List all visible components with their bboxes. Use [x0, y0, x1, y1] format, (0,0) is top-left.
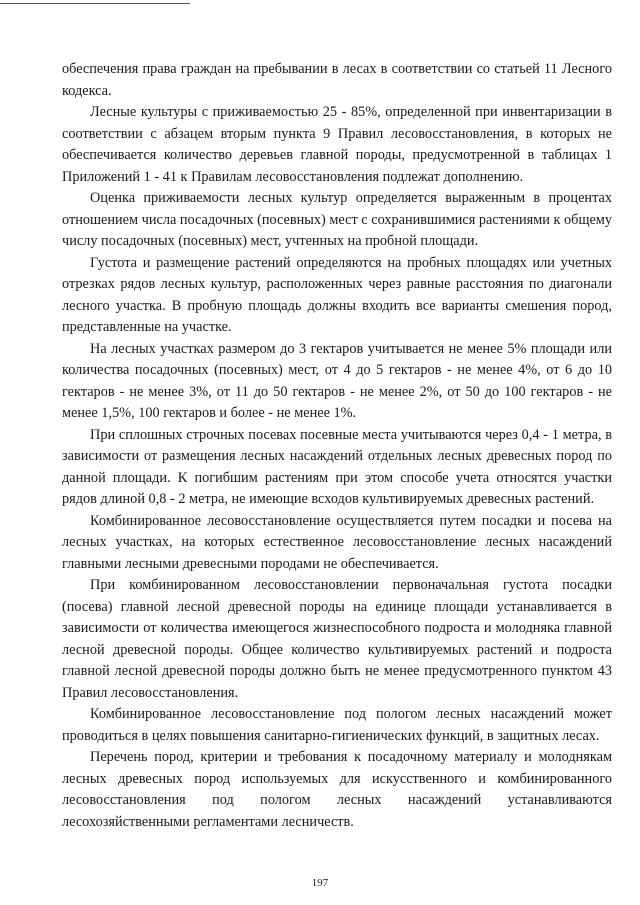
document-body [62, 59, 612, 833]
paragraph-2: Лесные культуры с приживаемостью 25 - 85%, определенной при инвентаризации в соответствии с абзацем вторым пункта 9 Правил лесовосстановления, в которых не обеспечивается количество деревьев главной породы, предусмотренной в таблицах 1 Приложений 1 - 41 к Правилам лесовосстановления подлежат дополнению. [62, 104, 612, 185]
paragraph-4: Густота и размещение растений определяются на пробных площадях или учетных отрезках рядов лесных культур, расположенных через равные расстояния по диагонали лесного участка. В пробную площадь должны входить все варианты смешения пород, представленные на участке. [62, 254, 612, 335]
paragraph-8: При комбинированном лесовосстановлении первоначальная густота посадки (посева) главной лесной древесной породы на единице площади устанавливается в зависимости от количества имеющегося жизнеспособного подроста и молодняка главной лесной древесной породы. Общее количество культивируемых растений и подроста главной лесной древесной породы должно быть не менее предусмотренного пунктом 43 Правил лесовосстановления. [62, 577, 612, 701]
paragraph-6: При сплошных строчных посевах посевные места учитываются через 0,4 - 1 метра, в зависимости от размещения лесных насаждений отдельных лесных древесных пород по данной площади. К погибшим растениям при этом способе учета относятся участки рядов длиной 0,8 - 2 метра, не имеющие всходов культивируемых древесных растений. [62, 426, 612, 507]
paragraph-7: Комбинированное лесовосстановление осуществляется путем посадки и посева на лесных участках, на которых естественное лесовосстановление лесных насаждений главными лесными древесными породами не обеспечивается. [62, 512, 612, 572]
page-number: 197 [311, 877, 329, 889]
header-rule [0, 3, 190, 4]
paragraph-3: Оценка приживаемости лесных культур определяется выраженным в процентах отношением числа посадочных (посевных) мест с сохранившимися растениями к общему числу посадочных (посевных) мест, учтенных на пробной площади. [62, 190, 612, 249]
paragraph-9: Комбинированное лесовосстановление под пологом лесных насаждений может проводиться в целях повышения санитарно-гигиенических функций, в защитных лесах. [62, 706, 612, 744]
paragraph-10: Перечень пород, критерии и требования к посадочному материалу и молоднякам лесных древесных пород используемых для искусственного и комбинированного лесовосстановления под пологом лесных насаждений устанавливаются лесохозяйственными регламентами лесничеств. [62, 749, 612, 830]
paragraph-5: На лесных участках размером до 3 гектаров учитывается не менее 5% площади или количества посадочных (посевных) мест, от 4 до 5 гектаров - не менее 4%, от 6 до 10 гектаров - не менее 3%, от 11 до 50 гектаров - не менее 2%, от 50 до 100 гектаров - не менее 1,5%, 100 гектаров и более - не менее 1%. [62, 340, 612, 421]
paragraph-1: обеспечения права граждан на пребывании в лесах в соответствии со статьей 11 Лесного кодекса. [62, 61, 612, 99]
